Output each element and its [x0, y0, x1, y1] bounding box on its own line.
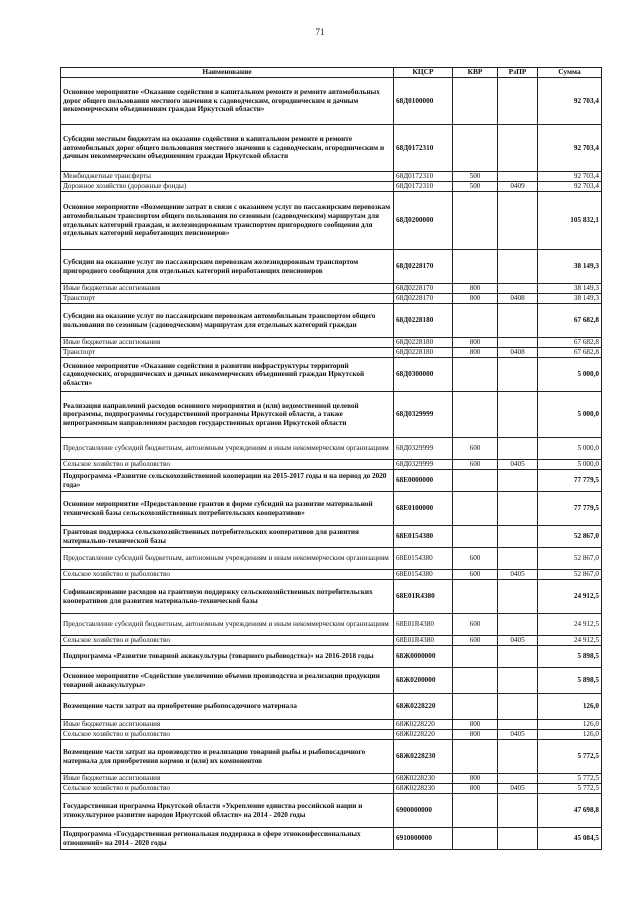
cell-name: Предоставление субсидий бюджетным, автономным учреждениям и иным некоммерческим организациям [61, 548, 394, 570]
cell-kvr [453, 668, 498, 694]
cell-sum: 47 698,8 [538, 794, 602, 828]
cell-rzpr [498, 392, 538, 438]
cell-kvr [453, 492, 498, 526]
cell-rzpr [498, 338, 538, 348]
column-header-kvr: КВР [453, 68, 498, 78]
column-header-kcsr: КЦСР [394, 68, 453, 78]
cell-kcsr: 68Д0228170 [394, 250, 453, 284]
table-row [61, 794, 602, 828]
table-row [61, 614, 602, 636]
cell-kvr [453, 828, 498, 850]
cell-kcsr: 68Е0154380 [394, 526, 453, 548]
cell-kvr [453, 526, 498, 548]
cell-name: Основное мероприятие «Оказание содействия в развитии инфраструктуры территорий садоводческих, огороднических и дачных некоммерческих объединений граждан Иркутской области» [61, 358, 394, 392]
cell-rzpr [498, 740, 538, 774]
table-row [61, 720, 602, 730]
cell-rzpr [498, 614, 538, 636]
table-row [61, 526, 602, 548]
cell-rzpr [498, 492, 538, 526]
cell-rzpr [498, 526, 538, 548]
cell-sum: 92 703,4 [538, 78, 602, 125]
cell-sum: 5 772,5 [538, 774, 602, 784]
table-row [61, 636, 602, 646]
table-row [61, 828, 602, 850]
cell-kvr: 800 [453, 730, 498, 740]
cell-sum: 92 703,4 [538, 125, 602, 172]
table-row [61, 250, 602, 284]
cell-rzpr [498, 668, 538, 694]
cell-rzpr: 0405 [498, 730, 538, 740]
cell-sum: 92 703,4 [538, 172, 602, 182]
cell-kvr [453, 694, 498, 720]
cell-kvr: 600 [453, 438, 498, 460]
cell-sum: 5 000,0 [538, 392, 602, 438]
cell-kvr: 800 [453, 284, 498, 294]
cell-kcsr: 6900000000 [394, 794, 453, 828]
cell-kvr [453, 125, 498, 172]
cell-kcsr: 68Д0228180 [394, 338, 453, 348]
cell-sum: 45 084,5 [538, 828, 602, 850]
cell-kvr [453, 192, 498, 250]
cell-sum: 52 867,0 [538, 526, 602, 548]
cell-name: Софинансирование расходов на грантовую поддержку сельскохозяйственных потребительских кооперативов для развития материально-технической базы [61, 580, 394, 614]
cell-kcsr: 68Ж0228230 [394, 784, 453, 794]
table-row [61, 470, 602, 492]
cell-kcsr: 68Д0329999 [394, 460, 453, 470]
cell-sum: 5 772,5 [538, 784, 602, 794]
cell-rzpr [498, 284, 538, 294]
cell-kcsr: 68Ж0228220 [394, 730, 453, 740]
table-row [61, 284, 602, 294]
cell-rzpr: 0408 [498, 348, 538, 358]
cell-kcsr: 6910000000 [394, 828, 453, 850]
table-row [61, 492, 602, 526]
cell-rzpr [498, 438, 538, 460]
cell-name: Иные бюджетные ассигнования [61, 720, 394, 730]
cell-kcsr: 68Е01R4380 [394, 614, 453, 636]
cell-kvr [453, 358, 498, 392]
cell-kcsr: 68Ж0228220 [394, 720, 453, 730]
table-row [61, 580, 602, 614]
cell-sum: 24 912,5 [538, 614, 602, 636]
table-row [61, 304, 602, 338]
cell-name: Основное мероприятие «Содействие увеличению объемов производства и реализации продукции товарной аквакультуры» [61, 668, 394, 694]
table-row [61, 294, 602, 304]
cell-sum: 126,0 [538, 730, 602, 740]
cell-sum: 38 149,3 [538, 294, 602, 304]
cell-name: Сельское хозяйство и рыболовство [61, 460, 394, 470]
cell-rzpr [498, 250, 538, 284]
cell-kvr: 600 [453, 636, 498, 646]
cell-name: Иные бюджетные ассигнования [61, 284, 394, 294]
cell-kvr: 800 [453, 294, 498, 304]
cell-rzpr [498, 78, 538, 125]
cell-name: Основное мероприятие «Возмещение затрат в связи с оказанием услуг по пассажирским перевозкам автомобильным транспортом общего пользования по сезонным (садоводческим) маршрутам для отдельных категорий граждан, и железнодорожным транспортом пригородного сообщения для отдельных категорий неработающих пенсионеров» [61, 192, 394, 250]
table-row [61, 548, 602, 570]
cell-sum: 5 000,0 [538, 358, 602, 392]
table-row [61, 774, 602, 784]
cell-name: Подпрограмма «Развитие сельскохозяйственной кооперации на 2015-2017 годы и на период до 2020 года» [61, 470, 394, 492]
cell-kcsr: 68Д0228170 [394, 294, 453, 304]
cell-kcsr: 68Д0172310 [394, 125, 453, 172]
cell-kvr [453, 646, 498, 668]
cell-rzpr [498, 646, 538, 668]
table-row [61, 192, 602, 250]
cell-sum: 5 000,0 [538, 438, 602, 460]
cell-kvr [453, 740, 498, 774]
cell-rzpr [498, 192, 538, 250]
cell-kcsr: 68Д0172310 [394, 182, 453, 192]
cell-kcsr: 68Е0100000 [394, 492, 453, 526]
cell-name: Подпрограмма «Развитие товарной аквакультуры (товарного рыбоводства)» на 2016-2018 годы [61, 646, 394, 668]
cell-sum: 67 682,8 [538, 348, 602, 358]
cell-kcsr: 68Е0154380 [394, 570, 453, 580]
table-row [61, 438, 602, 460]
cell-rzpr: 0405 [498, 784, 538, 794]
cell-name: Субсидии на оказание услуг по пассажирским перевозкам железнодорожным транспортом пригородного сообщения для отдельных категорий неработающих пенсионеров [61, 250, 394, 284]
cell-kvr: 600 [453, 548, 498, 570]
cell-name: Грантовая поддержка сельскохозяйственных потребительских кооперативов для развития материально-технической базы [61, 526, 394, 548]
cell-rzpr [498, 694, 538, 720]
cell-name: Дорожное хозяйство (дорожные фонды) [61, 182, 394, 192]
cell-name: Государственная программа Иркутской области «Укрепление единства российской нации и этнокультурное развитие народов Иркутской области» на 2014 - 2020 годы [61, 794, 394, 828]
cell-name: Подпрограмма «Государственная региональная поддержка в сфере этноконфессиональных отношений» на 2014 - 2020 годы [61, 828, 394, 850]
cell-name: Сельское хозяйство и рыболовство [61, 730, 394, 740]
table-row [61, 646, 602, 668]
table-row [61, 182, 602, 192]
cell-name: Основное мероприятие «Оказание содействия в капитальном ремонте и ремонте автомобильных дорог общего пользования местного значения к садоводческим, огородническим и дачным некоммерческим объединениям граждан Иркутской области» [61, 78, 394, 125]
cell-sum: 105 832,1 [538, 192, 602, 250]
cell-name: Возмещение части затрат на производство и реализацию товарной рыбы и рыбопосадочного материала для приобретения кормов и (или) их компонентов [61, 740, 394, 774]
cell-name: Предоставление субсидий бюджетным, автономным учреждениям и иным некоммерческим организациям [61, 438, 394, 460]
cell-name: Возмещение части затрат на приобретение рыбопосадочного материала [61, 694, 394, 720]
table-row [61, 784, 602, 794]
cell-rzpr [498, 828, 538, 850]
cell-rzpr: 0408 [498, 294, 538, 304]
cell-kcsr: 68Ж0228230 [394, 774, 453, 784]
column-header-name: Наименование [61, 68, 394, 78]
cell-kvr: 500 [453, 182, 498, 192]
cell-kvr [453, 250, 498, 284]
cell-kvr: 600 [453, 460, 498, 470]
cell-sum: 77 779,5 [538, 470, 602, 492]
cell-name: Субсидии местным бюджетам на оказание содействия в капитальном ремонте и ремонте автомобильных дорог общего пользования местного значения к садоводческим, огородническим и дачным некоммерческим объединениям граждан Иркутской области [61, 125, 394, 172]
table-header-row [61, 68, 602, 78]
table-row [61, 694, 602, 720]
cell-sum: 24 912,5 [538, 636, 602, 646]
cell-kcsr: 68Д0329999 [394, 392, 453, 438]
cell-kvr: 500 [453, 172, 498, 182]
cell-kcsr: 68Ж0228220 [394, 694, 453, 720]
cell-sum: 52 867,0 [538, 548, 602, 570]
cell-kvr [453, 304, 498, 338]
table-row [61, 338, 602, 348]
cell-name: Сельское хозяйство и рыболовство [61, 636, 394, 646]
cell-rzpr [498, 720, 538, 730]
cell-sum: 77 779,5 [538, 492, 602, 526]
cell-kcsr: 68Е0000000 [394, 470, 453, 492]
cell-kcsr: 68Д0228180 [394, 304, 453, 338]
table-row [61, 172, 602, 182]
cell-kvr [453, 470, 498, 492]
cell-kcsr: 68Д0172310 [394, 172, 453, 182]
cell-sum: 67 682,8 [538, 304, 602, 338]
cell-name: Основное мероприятие «Предоставление грантов в форме субсидий на развитие материальной технической базы сельскохозяйственных потребительских кооперативов» [61, 492, 394, 526]
cell-name: Транспорт [61, 294, 394, 304]
cell-kcsr: 68Д0200000 [394, 192, 453, 250]
cell-sum: 5 898,5 [538, 646, 602, 668]
table-row [61, 668, 602, 694]
cell-rzpr [498, 794, 538, 828]
cell-kcsr: 68Д0228170 [394, 284, 453, 294]
cell-kcsr: 68Д0100000 [394, 78, 453, 125]
cell-rzpr [498, 125, 538, 172]
table-row [61, 358, 602, 392]
column-header-rzpr: РзПР [498, 68, 538, 78]
column-header-sum: Сумма [538, 68, 602, 78]
table-row [61, 460, 602, 470]
cell-sum: 52 867,0 [538, 570, 602, 580]
cell-rzpr [498, 470, 538, 492]
cell-name: Предоставление субсидий бюджетным, автономным учреждениям и иным некоммерческим организациям [61, 614, 394, 636]
cell-sum: 5 898,5 [538, 668, 602, 694]
cell-kvr [453, 794, 498, 828]
cell-kvr [453, 78, 498, 125]
table-row [61, 78, 602, 125]
cell-rzpr [498, 172, 538, 182]
table-row [61, 392, 602, 438]
cell-rzpr [498, 304, 538, 338]
cell-rzpr [498, 358, 538, 392]
cell-sum: 24 912,5 [538, 580, 602, 614]
cell-name: Сельское хозяйство и рыболовство [61, 570, 394, 580]
cell-rzpr: 0405 [498, 570, 538, 580]
cell-rzpr [498, 774, 538, 784]
cell-kcsr: 68Д0228180 [394, 348, 453, 358]
cell-kcsr: 68Е01R4380 [394, 580, 453, 614]
cell-kvr: 800 [453, 784, 498, 794]
cell-sum: 5 000,0 [538, 460, 602, 470]
cell-kcsr: 68Ж0000000 [394, 646, 453, 668]
table-body [61, 78, 602, 850]
cell-sum: 5 772,5 [538, 740, 602, 774]
cell-kvr [453, 580, 498, 614]
cell-kvr: 800 [453, 774, 498, 784]
cell-kvr: 800 [453, 338, 498, 348]
cell-name: Субсидии на оказание услуг по пассажирским перевозкам автомобильным транспортом общего пользования по сезонным (садоводческим) маршрутам для отдельных категорий граждан [61, 304, 394, 338]
cell-rzpr [498, 580, 538, 614]
cell-name: Транспорт [61, 348, 394, 358]
cell-kcsr: 68Е01R4380 [394, 636, 453, 646]
table-row [61, 730, 602, 740]
cell-rzpr [498, 548, 538, 570]
table-row [61, 348, 602, 358]
cell-name: Иные бюджетные ассигнования [61, 338, 394, 348]
cell-sum: 126,0 [538, 720, 602, 730]
cell-sum: 38 149,3 [538, 284, 602, 294]
page-number: 71 [315, 27, 325, 37]
cell-sum: 92 703,4 [538, 182, 602, 192]
cell-name: Межбюджетные трансферты [61, 172, 394, 182]
cell-rzpr: 0405 [498, 460, 538, 470]
cell-kvr: 600 [453, 570, 498, 580]
cell-kcsr: 68Д0329999 [394, 438, 453, 460]
cell-kvr: 800 [453, 720, 498, 730]
cell-kcsr: 68Ж0228230 [394, 740, 453, 774]
table-row [61, 570, 602, 580]
cell-kvr [453, 392, 498, 438]
cell-sum: 67 682,8 [538, 338, 602, 348]
cell-kvr: 600 [453, 614, 498, 636]
cell-kcsr: 68Е0154380 [394, 548, 453, 570]
cell-rzpr: 0405 [498, 636, 538, 646]
cell-name: Сельское хозяйство и рыболовство [61, 784, 394, 794]
cell-kcsr: 68Д0300000 [394, 358, 453, 392]
table-row [61, 125, 602, 172]
cell-name: Иные бюджетные ассигнования [61, 774, 394, 784]
table-row [61, 740, 602, 774]
cell-sum: 38 149,3 [538, 250, 602, 284]
cell-rzpr: 0409 [498, 182, 538, 192]
budget-table [60, 67, 602, 850]
cell-kvr: 800 [453, 348, 498, 358]
cell-sum: 126,0 [538, 694, 602, 720]
cell-name: Реализация направлений расходов основного мероприятия и (или) ведомственной целевой программы, подпрограммы государственной программы Иркутской области, а также непрограммным направлениям расходов государственных органов Иркутской области [61, 392, 394, 438]
cell-kcsr: 68Ж0200000 [394, 668, 453, 694]
